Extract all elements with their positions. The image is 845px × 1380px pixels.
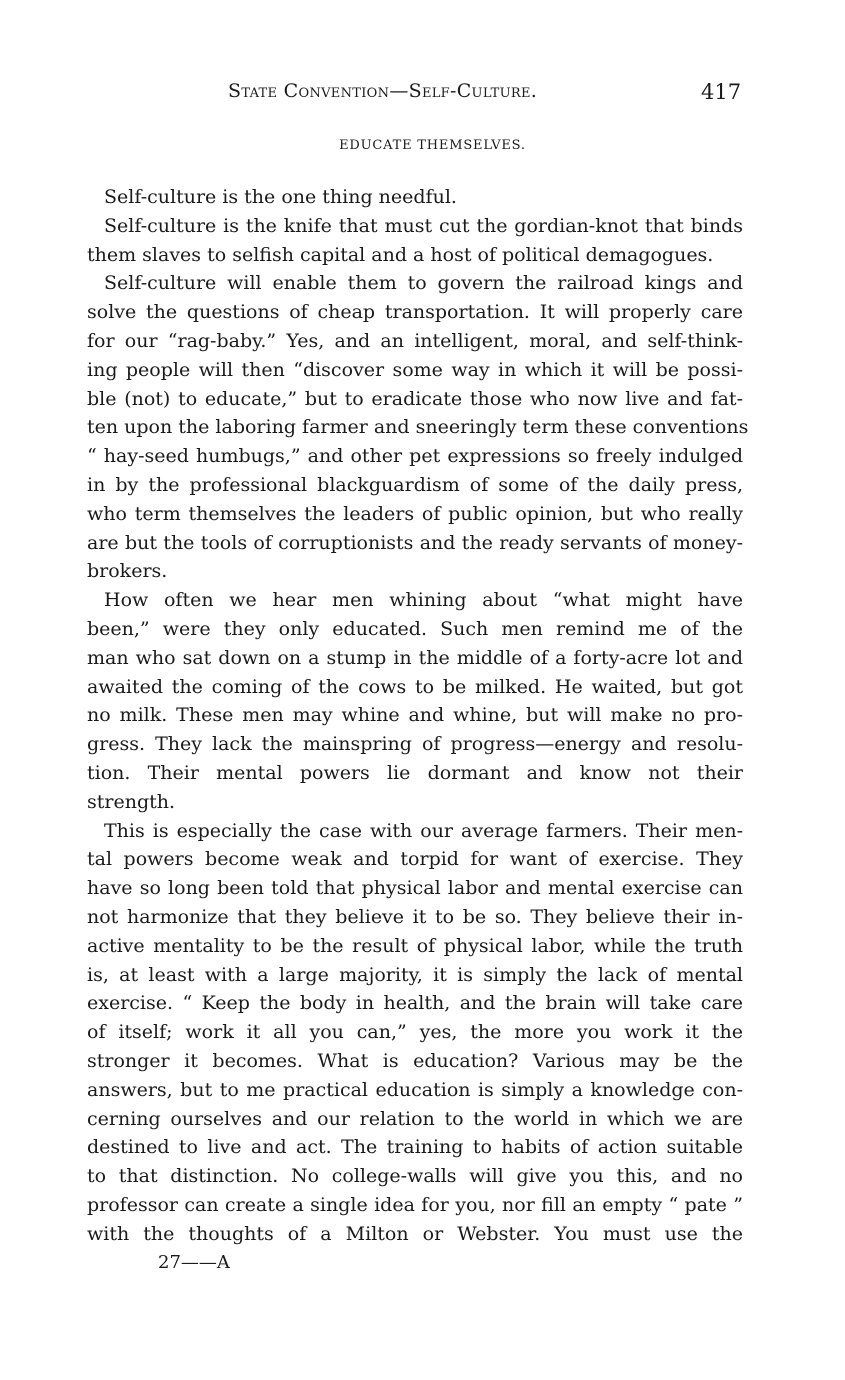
page-number: 417 <box>701 80 742 104</box>
text-line: How often we hear men whining about “what might have <box>104 589 743 612</box>
text-line: answers, but to me practical education is simply a knowledge con- <box>87 1078 743 1101</box>
text-line: brokers. <box>87 560 168 583</box>
text-line: ing people will then “discover some way in which it will be possi- <box>87 358 743 381</box>
text-line: This is especially the case with our average farmers. Their men- <box>104 819 743 842</box>
section-heading: EDUCATE THEMSELVES. <box>339 138 526 153</box>
text-line: man who sat down on a stump in the middle of a forty-acre lot and <box>87 646 743 669</box>
text-line: active mentality to be the result of physical labor, while the truth <box>87 934 743 957</box>
text-line: are but the tools of corruptionists and the ready servants of money- <box>87 531 743 554</box>
paragraph <box>87 817 743 1249</box>
running-head-part-1: State Convention <box>228 80 390 102</box>
running-head-part-2: Self-Culture <box>408 80 531 102</box>
paragraph <box>87 586 743 816</box>
text-line: ble (not) to educate,” but to eradicate those who now live and fat- <box>87 387 743 410</box>
text-line: is, at least with a large majority, it is simply the lack of mental <box>87 963 743 986</box>
text-line: awaited the coming of the cows to be milked. He waited, but got <box>87 675 743 698</box>
text-line: of itself; work it all you can,” yes, the more you work it the <box>87 1021 743 1044</box>
text-line: Self-culture will enable them to govern the railroad kings and <box>104 272 743 295</box>
text-line: with the thoughts of a Milton or Webster. You must use the <box>87 1222 743 1245</box>
paragraph <box>87 212 743 270</box>
text-line: them slaves to selfish capital and a host of political demagogues. <box>87 243 714 266</box>
text-line: cerning ourselves and our relation to the world in which we are <box>87 1107 743 1130</box>
text-line: stronger it becomes. What is education? Various may be the <box>87 1049 743 1072</box>
text-line: been,” were they only educated. Such men remind me of the <box>87 617 743 640</box>
text-line: not harmonize that they believe it to be so. They believe their in- <box>87 905 743 928</box>
text-line: destined to live and act. The training to habits of action suitable <box>87 1136 743 1159</box>
text-line: Self-culture is the knife that must cut the gordian-knot that binds <box>104 214 743 237</box>
running-head-dash: — <box>389 80 409 102</box>
text-line: exercise. “ Keep the body in health, and the brain will take care <box>87 992 743 1015</box>
paragraph <box>87 269 749 586</box>
paragraph <box>87 183 743 212</box>
text-line: to that distinction. No college-walls will give you this, and no <box>87 1165 743 1188</box>
signature-mark: 27——A <box>158 1252 230 1273</box>
text-line: tion. Their mental powers lie dormant and know not their <box>87 761 743 784</box>
body-text <box>87 183 749 1248</box>
running-head-period: . <box>530 80 538 102</box>
text-line: who term themselves the leaders of public opinion, but who really <box>87 502 743 525</box>
text-line: strength. <box>87 790 176 813</box>
text-line: gress. They lack the mainspring of progress—energy and resolu- <box>87 733 743 756</box>
text-line: have so long been told that physical labor and mental exercise can <box>87 877 743 900</box>
text-line: “ hay-seed humbugs,” and other pet expressions so freely indulged <box>87 445 743 468</box>
text-line: tal powers become weak and torpid for want of exercise. They <box>87 848 743 871</box>
text-line: in by the professional blackguardism of some of the daily press, <box>87 473 743 496</box>
text-line: professor can create a single idea for you, nor fill an empty “ pate ” <box>87 1193 743 1216</box>
text-line: solve the questions of cheap transportation. It will properly care <box>87 301 743 324</box>
text-line: for our “rag-baby.” Yes, and an intelligent, moral, and self-think- <box>87 329 743 352</box>
running-head <box>228 80 537 102</box>
text-line: Self-culture is the one thing needful. <box>104 186 457 208</box>
text-line: ten upon the laboring farmer and sneeringly term these conventions <box>87 416 749 439</box>
text-line: no milk. These men may whine and whine, but will make no pro- <box>87 704 743 727</box>
